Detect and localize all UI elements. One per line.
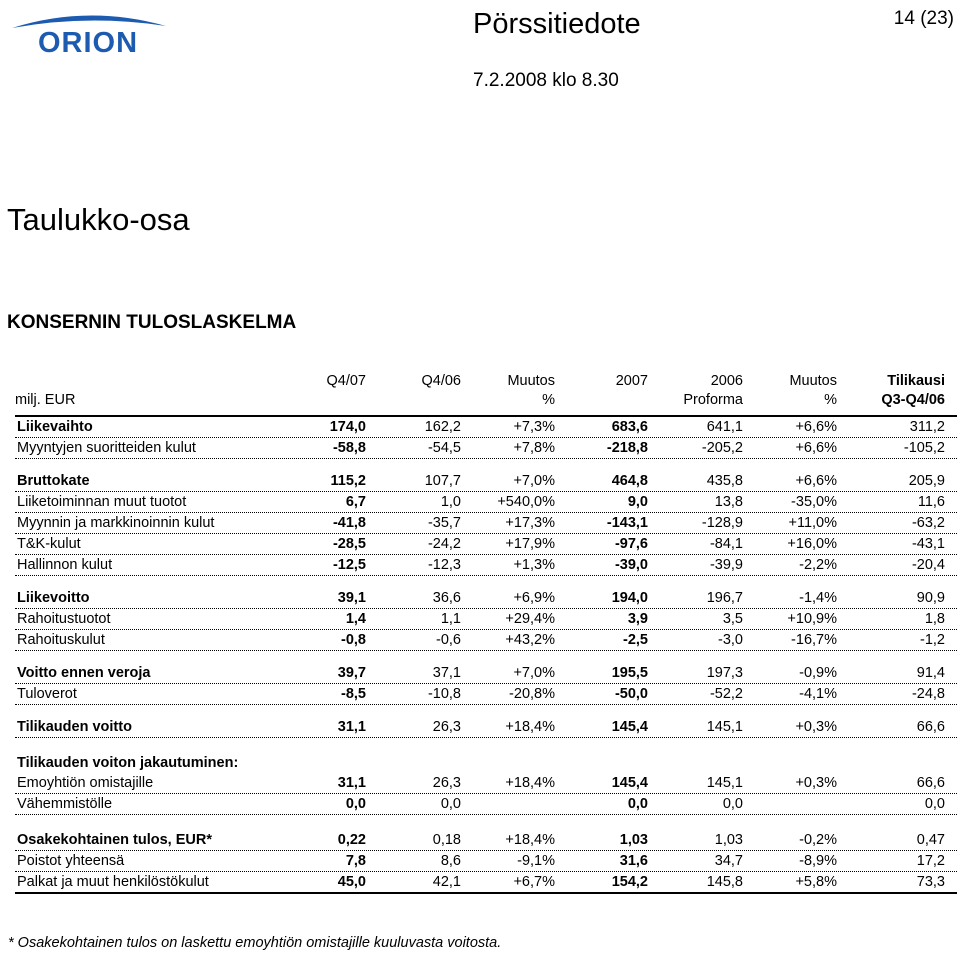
- table-cell: 0,0: [440, 796, 461, 812]
- table-cell: 107,7: [424, 473, 461, 489]
- column-header-line2: %: [824, 392, 837, 408]
- column-header-line1: Q4/06: [421, 373, 461, 389]
- table-cell: 6,7: [345, 494, 366, 510]
- table-cell: 26,3: [432, 775, 461, 791]
- table-cell: 39,7: [337, 665, 366, 681]
- section-title: Taulukko-osa: [7, 202, 190, 237]
- column-header-line2: Q3-Q4/06: [881, 392, 945, 408]
- column-header-line1: Tilikausi: [887, 373, 945, 389]
- column-header-line1: 2007: [615, 373, 648, 389]
- table-cell: -52,2: [709, 686, 743, 702]
- income-statement-table: [15, 371, 957, 894]
- row-label: Palkat ja muut henkilöstökulut: [17, 874, 209, 890]
- unit-label: milj. EUR: [15, 392, 76, 408]
- table-row: [15, 493, 957, 513]
- table-cell: -43,1: [911, 536, 945, 552]
- table-cell: 464,8: [611, 473, 648, 489]
- table-cell: 39,1: [337, 590, 366, 606]
- table-cell: 66,6: [916, 719, 945, 735]
- column-header-line1: 2006: [710, 373, 743, 389]
- table-cell: -1,2: [920, 632, 945, 648]
- table-row: [15, 610, 957, 630]
- table-cell: 17,2: [916, 853, 945, 869]
- table-cell: 0,47: [916, 832, 945, 848]
- table-cell: +6,6%: [795, 440, 837, 456]
- table-cell: 0,18: [432, 832, 461, 848]
- table-row: [15, 718, 957, 738]
- table-row: [15, 439, 957, 459]
- table-cell: 90,9: [916, 590, 945, 606]
- row-label: Tilikauden voiton jakautuminen:: [17, 755, 239, 771]
- table-cell: +7,0%: [513, 473, 555, 489]
- table-cell: +540,0%: [497, 494, 555, 510]
- table-cell: 145,4: [611, 775, 648, 791]
- row-label: Voitto ennen veroja: [17, 665, 151, 681]
- table-cell: 145,1: [706, 775, 743, 791]
- table-cell: -8,9%: [799, 853, 837, 869]
- table-row: [15, 664, 957, 684]
- table-cell: 66,6: [916, 775, 945, 791]
- table-cell: 3,9: [627, 611, 648, 627]
- table-cell: +7,3%: [513, 419, 555, 435]
- svg-text:ORION: ORION: [37, 27, 139, 54]
- table-cell: 1,03: [714, 832, 743, 848]
- table-cell: +43,2%: [505, 632, 555, 648]
- table-cell: 145,1: [706, 719, 743, 735]
- table-cell: 435,8: [706, 473, 743, 489]
- table-cell: +6,6%: [795, 473, 837, 489]
- table-cell: -84,1: [709, 536, 743, 552]
- table-cell: 174,0: [329, 419, 366, 435]
- table-cell: 37,1: [432, 665, 461, 681]
- table-cell: 0,22: [337, 832, 366, 848]
- table-cell: -105,2: [903, 440, 945, 456]
- table-cell: 3,5: [722, 611, 743, 627]
- column-header-line1: Q4/07: [326, 373, 366, 389]
- table-cell: 1,0: [440, 494, 461, 510]
- table-cell: +6,7%: [513, 874, 555, 890]
- table-cell: 195,5: [611, 665, 648, 681]
- table-cell: +18,4%: [505, 775, 555, 791]
- table-cell: -39,0: [614, 557, 648, 573]
- row-label: Liikevaihto: [17, 419, 93, 435]
- row-label: Tilikauden voitto: [17, 719, 132, 735]
- table-body: [15, 418, 957, 894]
- table-cell: -35,7: [427, 515, 461, 531]
- table-cell: 0,0: [924, 796, 945, 812]
- table-row: [15, 795, 957, 815]
- row-label: Hallinnon kulut: [17, 557, 113, 573]
- table-cell: 13,8: [714, 494, 743, 510]
- table-cell: +0,3%: [795, 719, 837, 735]
- table-header: [15, 371, 957, 417]
- table-cell: +7,0%: [513, 665, 555, 681]
- table-cell: 31,6: [619, 853, 648, 869]
- table-cell: -54,5: [427, 440, 461, 456]
- table-cell: 197,3: [706, 665, 743, 681]
- table-cell: -10,8: [427, 686, 461, 702]
- table-cell: -41,8: [332, 515, 366, 531]
- table-cell: -2,5: [623, 632, 648, 648]
- table-row: [15, 831, 957, 851]
- footnote: * Osakekohtainen tulos on laskettu emoyhtiön omistajille kuuluvasta voitosta.: [8, 935, 502, 951]
- table-cell: -35,0%: [791, 494, 837, 510]
- table-cell: +6,9%: [513, 590, 555, 606]
- table-cell: -8,5: [341, 686, 366, 702]
- table-cell: -12,5: [332, 557, 366, 573]
- publication-date: 7.2.2008 klo 8.30: [473, 70, 619, 91]
- table-cell: 31,1: [337, 719, 366, 735]
- table-cell: 194,0: [611, 590, 648, 606]
- table-cell: -3,0: [718, 632, 743, 648]
- table-cell: 26,3: [432, 719, 461, 735]
- table-cell: 1,03: [619, 832, 648, 848]
- table-cell: +6,6%: [795, 419, 837, 435]
- page-number: 14 (23): [893, 8, 954, 29]
- row-label: Emoyhtiön omistajille: [17, 775, 154, 791]
- row-label: Liikevoitto: [17, 590, 90, 606]
- orion-logo: [6, 10, 171, 54]
- table-row: [15, 774, 957, 794]
- table-cell: 8,6: [440, 853, 461, 869]
- table-row: [15, 514, 957, 534]
- table-cell: 145,8: [706, 874, 743, 890]
- table-cell: 34,7: [714, 853, 743, 869]
- table-cell: +17,3%: [505, 515, 555, 531]
- column-header-line1: Muutos: [507, 373, 555, 389]
- row-label: Osakekohtainen tulos, EUR*: [17, 832, 212, 848]
- table-cell: 683,6: [611, 419, 648, 435]
- table-cell: +18,4%: [505, 832, 555, 848]
- table-cell: -20,8%: [509, 686, 555, 702]
- table-cell: -97,6: [614, 536, 648, 552]
- row-label: Vähemmistölle: [17, 796, 113, 812]
- table-cell: -24,2: [427, 536, 461, 552]
- table-cell: 91,4: [916, 665, 945, 681]
- table-cell: -39,9: [709, 557, 743, 573]
- table-cell: -58,8: [332, 440, 366, 456]
- table-cell: -50,0: [614, 686, 648, 702]
- table-row: [15, 472, 957, 492]
- table-cell: -0,9%: [799, 665, 837, 681]
- table-cell: 0,0: [345, 796, 366, 812]
- table-cell: -2,2%: [799, 557, 837, 573]
- table-cell: 1,4: [345, 611, 366, 627]
- table-cell: -205,2: [701, 440, 743, 456]
- table-cell: 31,1: [337, 775, 366, 791]
- table-cell: +16,0%: [787, 536, 837, 552]
- row-label: Poistot yhteensä: [17, 853, 125, 869]
- table-cell: 205,9: [908, 473, 945, 489]
- table-cell: 0,0: [722, 796, 743, 812]
- table-cell: +5,8%: [795, 874, 837, 890]
- table-cell: +29,4%: [505, 611, 555, 627]
- table-cell: -0,8: [341, 632, 366, 648]
- table-cell: +18,4%: [505, 719, 555, 735]
- table-cell: +11,0%: [788, 515, 837, 531]
- table-cell: -218,8: [606, 440, 648, 456]
- table-cell: 154,2: [611, 874, 648, 890]
- table-row: [15, 754, 957, 773]
- table-cell: +0,3%: [795, 775, 837, 791]
- row-label: Bruttokate: [17, 473, 90, 489]
- table-row: [15, 535, 957, 555]
- column-header-line2: Proforma: [683, 392, 743, 408]
- table-cell: 11,6: [917, 494, 945, 510]
- table-cell: -0,6: [436, 632, 461, 648]
- table-cell: 9,0: [627, 494, 648, 510]
- row-label: Rahoitustuotot: [17, 611, 111, 627]
- table-title: KONSERNIN TULOSLASKELMA: [7, 312, 297, 333]
- table-cell: 7,8: [345, 853, 366, 869]
- table-row: [15, 556, 957, 576]
- table-cell: -4,1%: [799, 686, 837, 702]
- row-label: T&K-kulut: [17, 536, 81, 552]
- table-cell: 45,0: [337, 874, 366, 890]
- table-cell: 1,1: [440, 611, 461, 627]
- table-cell: 0,0: [627, 796, 648, 812]
- table-cell: 145,4: [611, 719, 648, 735]
- table-row: [15, 631, 957, 651]
- table-cell: -12,3: [427, 557, 461, 573]
- row-label: Rahoituskulut: [17, 632, 105, 648]
- table-cell: -128,9: [701, 515, 743, 531]
- table-cell: 73,3: [916, 874, 945, 890]
- row-label: Myynnin ja markkinoinnin kulut: [17, 515, 215, 531]
- table-cell: -16,7%: [791, 632, 837, 648]
- table-cell: -24,8: [911, 686, 945, 702]
- row-label: Myyntyjen suoritteiden kulut: [17, 440, 196, 456]
- table-cell: 162,2: [424, 419, 461, 435]
- table-cell: +17,9%: [505, 536, 555, 552]
- table-row: [15, 589, 957, 609]
- table-cell: 115,2: [330, 473, 366, 489]
- row-label: Tuloverot: [17, 686, 77, 702]
- table-cell: -1,4%: [799, 590, 837, 606]
- table-cell: -28,5: [332, 536, 366, 552]
- column-header-line1: Muutos: [789, 373, 837, 389]
- table-cell: 42,1: [432, 874, 461, 890]
- table-cell: -0,2%: [799, 832, 837, 848]
- row-label: Liiketoiminnan muut tuotot: [17, 494, 187, 510]
- table-cell: +1,3%: [513, 557, 555, 573]
- press-release-title: Pörssitiedote: [473, 8, 641, 40]
- table-cell: 196,7: [706, 590, 743, 606]
- table-cell: -143,1: [606, 515, 648, 531]
- column-header-line2: %: [542, 392, 555, 408]
- table-cell: 311,2: [909, 419, 945, 435]
- table-row: [15, 852, 957, 872]
- table-row: [15, 418, 957, 438]
- table-cell: -20,4: [911, 557, 945, 573]
- table-cell: 1,8: [924, 611, 945, 627]
- table-cell: +10,9%: [787, 611, 837, 627]
- table-cell: +7,8%: [513, 440, 555, 456]
- table-row: [15, 685, 957, 705]
- table-cell: -63,2: [911, 515, 945, 531]
- table-cell: 641,1: [706, 419, 743, 435]
- table-cell: -9,1%: [517, 853, 555, 869]
- table-cell: 36,6: [432, 590, 461, 606]
- table-row: [15, 873, 957, 894]
